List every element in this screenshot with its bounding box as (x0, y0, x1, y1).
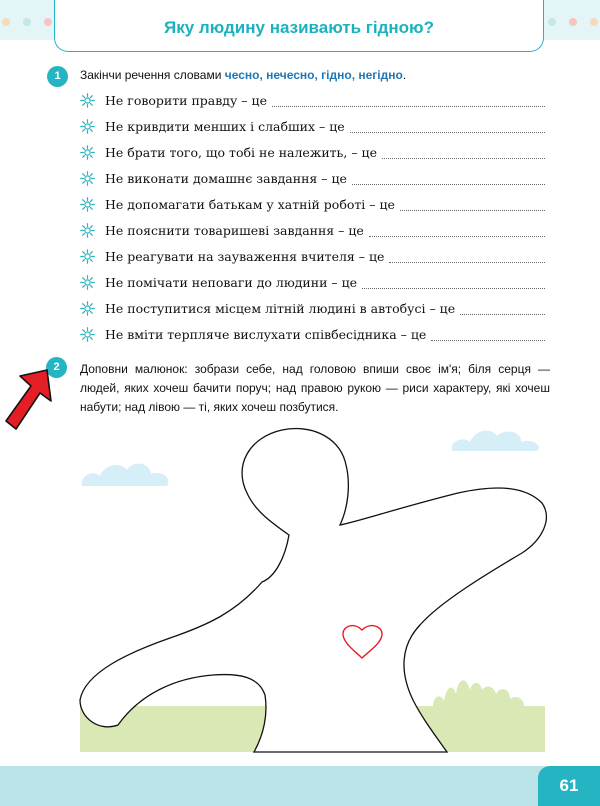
footer-band (0, 766, 600, 806)
task-1-item-text: Не пояснити товаришеві завдання – це (105, 222, 364, 238)
page-number: 61 (559, 776, 579, 795)
task-1-words: чесно, нечесно, гідно, негідно (224, 68, 403, 82)
page-title: Яку людину називають гідною? (164, 18, 434, 37)
page-number-tab (538, 766, 600, 806)
cloud-right-icon (452, 431, 539, 451)
task-1-badge: 1 (47, 66, 68, 87)
task-1-item-text: Не реагувати на зауваження вчителя – це (105, 248, 385, 264)
task-1-item-text: Не допомагати батькам у хатній роботі – це (105, 196, 395, 212)
task-2-instruction: Доповни малюнок: зобрази себе, над головою впиши своє ім'я; біля серця — людей, яких хочеш бачити поруч; над правою рукою — риси характеру, які хочеш набути; над лівою — ті, яких хочеш позбутися. (80, 362, 550, 414)
grass-tufts-icon (433, 680, 524, 706)
task-1-item-text: Не виконати домашнє завдання – це (105, 170, 347, 186)
task-1-item-text: Не кривдити менших і слабших – це (105, 118, 345, 134)
task-2-badge: 2 (46, 357, 67, 378)
task-1-prefix: Закінчи речення словами (80, 68, 225, 82)
task-1-item-text: Не поступитися місцем літній людині в автобусі – це (105, 300, 456, 316)
task-1-item-text: Не говорити правду – це (105, 92, 267, 108)
task-1-item-text: Не брати того, що тобі не належить, – це (105, 144, 377, 160)
task-1-item-text: Не вміти терпляче вислухати співбесідника – це (105, 326, 427, 342)
task-1-suffix: . (402, 68, 407, 82)
task-1-item-text: Не помічати неповаги до людини – це (105, 274, 358, 290)
cloud-left-icon (82, 464, 169, 486)
